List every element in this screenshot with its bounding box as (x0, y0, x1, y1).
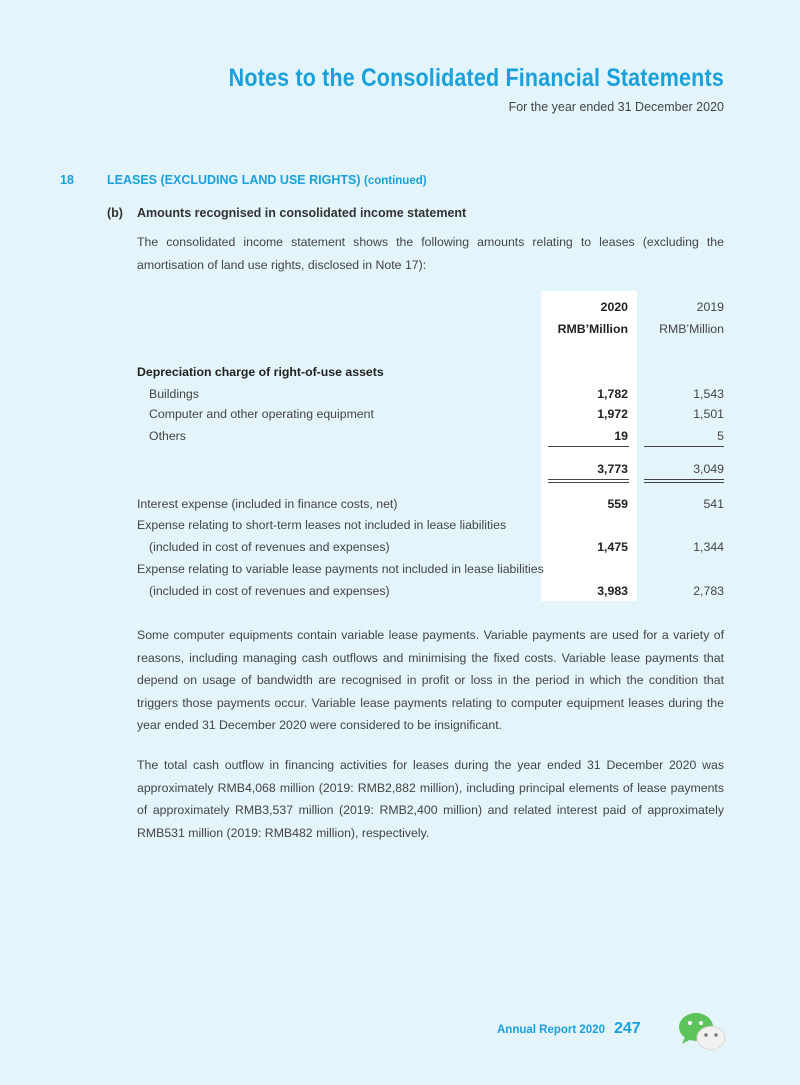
row-subtotal-2020: 3,773 (597, 462, 628, 476)
subsection-title: Amounts recognised in consolidated income statement (137, 206, 467, 220)
rule-single-2020 (548, 446, 629, 447)
wechat-logo-icon (676, 1010, 728, 1054)
subsection-letter: (b) (107, 206, 123, 220)
row-buildings-2019: 1,543 (693, 387, 724, 401)
row-short-term-2020: 1,475 (597, 540, 628, 554)
rule-double-2019-a (644, 479, 724, 480)
page-header-title: Notes to the Consolidated Financial Statements (228, 64, 724, 92)
section-continued: (continued) (363, 175, 427, 187)
row-computer-2020: 1,972 (597, 407, 628, 421)
page-header-subtitle: For the year ended 31 December 2020 (508, 100, 724, 114)
cash-outflow-paragraph: The total cash outflow in financing activities for leases during the year ended 31 December 2020 was approximately RMB4,068 million (2019: RMB2,882 million), including principal elements of lease payments of approximately RMB3,537 million (2019: RMB2,400 million) and related interest paid of approximately RMB531 million (2019: RMB482 million), respectively. (137, 758, 724, 840)
row-subtotal-2019: 3,049 (693, 462, 724, 476)
row-short-term-2019: 1,344 (693, 540, 724, 554)
row-short-term-label-2: (included in cost of revenues and expenses) (149, 540, 390, 554)
rule-single-2019 (644, 446, 724, 447)
col-2019-year: 2019 (696, 300, 724, 314)
row-computer-label: Computer and other operating equipment (149, 407, 374, 421)
section-title-text: LEASES (EXCLUDING LAND USE RIGHTS) (107, 173, 361, 187)
row-interest-2019: 541 (703, 497, 724, 511)
row-others-2019: 5 (717, 429, 724, 443)
section-title (107, 173, 427, 187)
row-interest-2020: 559 (607, 497, 628, 511)
section-number: 18 (60, 173, 74, 187)
page-number: 247 (614, 1020, 641, 1037)
depreciation-heading: Depreciation charge of right-of-use assets (137, 365, 384, 379)
row-computer-2019: 1,501 (693, 407, 724, 421)
footer-report-label: Annual Report 2020 (497, 1024, 605, 1036)
col-2019-unit: RMB’Million (659, 322, 724, 336)
row-buildings-label: Buildings (149, 387, 199, 401)
row-variable-2019: 2,783 (693, 584, 724, 598)
rule-double-2020-b (548, 482, 629, 483)
variable-payments-paragraph: Some computer equipments contain variable lease payments. Variable payments are used for a variety of reasons, including managing cash outflows and minimising the fixed costs. Variable lease payments that depend on usage of bandwidth are recognised in profit or loss in the period in which the condition that triggers those payments occur. Variable lease payments relating to computer equipment leases during the year ended 31 December 2020 were considered to be insignificant. (137, 628, 724, 732)
row-variable-label-2: (included in cost of revenues and expenses) (149, 584, 390, 598)
col-2020-year: 2020 (600, 300, 628, 314)
rule-double-2020-a (548, 479, 629, 480)
row-others-label: Others (149, 429, 186, 443)
intro-paragraph: The consolidated income statement shows the following amounts relating to leases (excluding the amortisation of land use rights, disclosed in Note 17): (137, 235, 724, 272)
row-others-2020: 19 (614, 429, 628, 443)
row-variable-2020: 3,983 (597, 584, 628, 598)
row-interest-label: Interest expense (included in finance costs, net) (137, 497, 398, 511)
col-2020-unit: RMB’Million (557, 322, 628, 336)
row-buildings-2020: 1,782 (597, 387, 628, 401)
row-short-term-label-1: Expense relating to short-term leases not included in lease liabilities (137, 518, 507, 532)
row-variable-label-1: Expense relating to variable lease payments not included in lease liabilities (137, 562, 544, 576)
rule-double-2019-b (644, 482, 724, 483)
